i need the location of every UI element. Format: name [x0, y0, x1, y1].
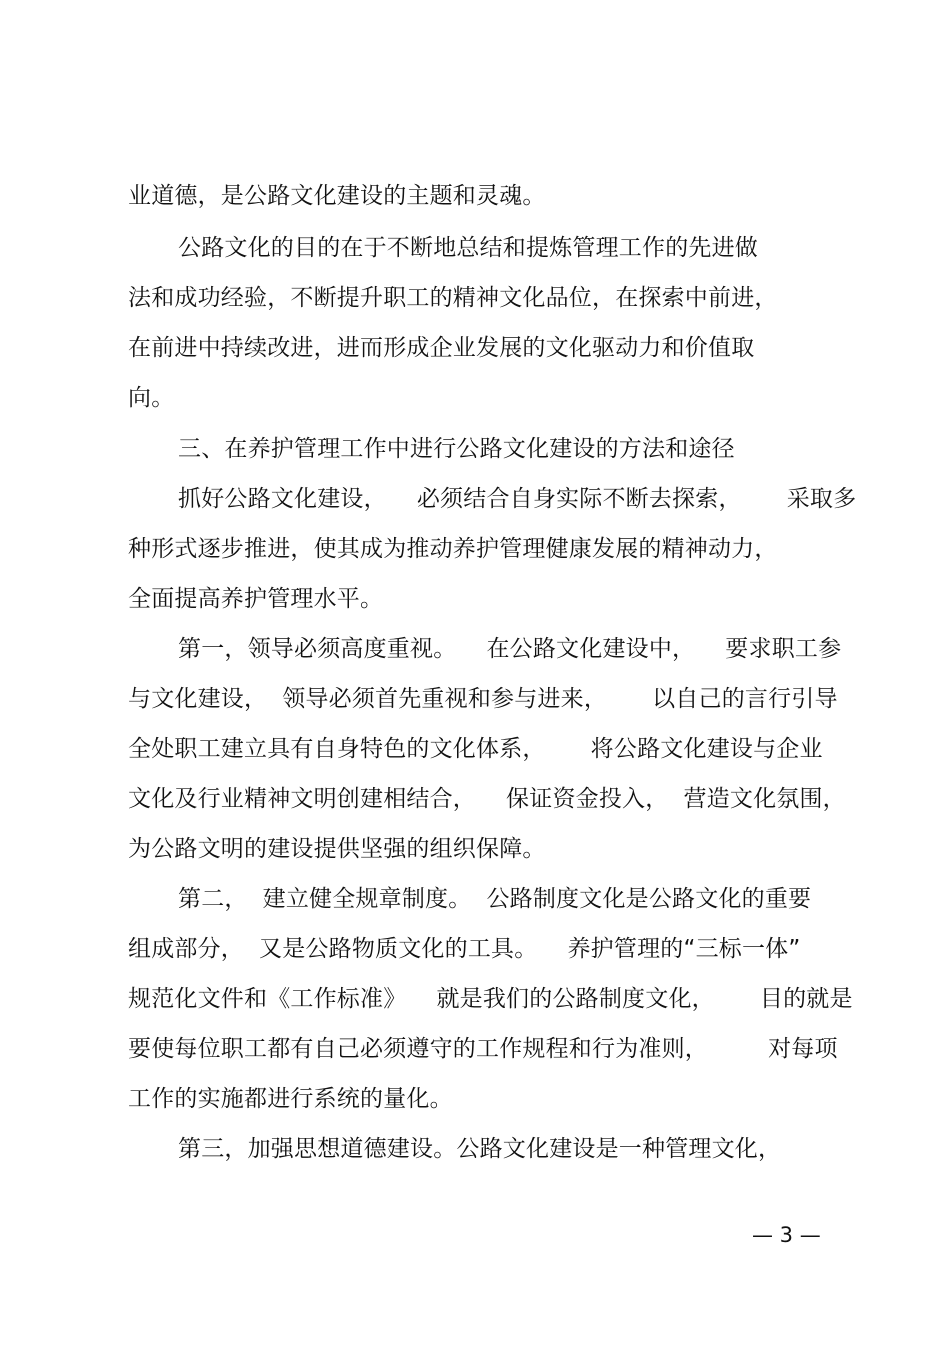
text-line: 工作的实施都进行系统的量化。	[128, 1086, 453, 1112]
text-line: 抓好公路文化建设， 必须结合自身实际不断去探索， 采取多	[178, 486, 857, 512]
text-line: 第二， 建立健全规章制度。 公路制度文化是公路文化的重要	[178, 886, 812, 912]
text-line: 全处职工建立具有自身特色的文化体系， 将公路文化建设与企业	[128, 736, 823, 762]
section-heading: 三、在养护管理工作中进行公路文化建设的方法和途径	[178, 436, 735, 462]
text-line: 为公路文明的建设提供坚强的组织保障。	[128, 836, 546, 862]
text-line: 种形式逐步推进，使其成为推动养护管理健康发展的精神动力，	[128, 536, 778, 562]
text-line: 规范化文件和《工作标准》 就是我们的公路制度文化， 目的就是	[128, 986, 853, 1012]
page-number: — 3 —	[752, 1223, 821, 1247]
text-line: 全面提高养护管理水平。	[128, 586, 384, 612]
text-line: 组成部分， 又是公路物质文化的工具。 养护管理的“三标一体”	[128, 936, 801, 962]
text-line: 文化及行业精神文明创建相结合， 保证资金投入， 营造文化氛围，	[128, 786, 846, 812]
text-line: 第三，加强思想道德建设。公路文化建设是一种管理文化，	[178, 1136, 782, 1162]
text-line: 要使每位职工都有自己必须遵守的工作规程和行为准则， 对每项	[128, 1036, 838, 1062]
text-line: 法和成功经验，不断提升职工的精神文化品位，在探索中前进，	[128, 285, 778, 311]
text-line: 第一，领导必须高度重视。 在公路文化建设中， 要求职工参	[178, 636, 842, 662]
text-line: 在前进中持续改进，进而形成企业发展的文化驱动力和价值取	[128, 335, 755, 361]
text-line: 公路文化的目的在于不断地总结和提炼管理工作的先进做	[178, 235, 758, 261]
text-line: 业道德，是公路文化建设的主题和灵魂。	[128, 183, 546, 209]
text-line: 向。	[128, 385, 175, 411]
text-line: 与文化建设， 领导必须首先重视和参与进来， 以自己的言行引导	[128, 686, 838, 712]
